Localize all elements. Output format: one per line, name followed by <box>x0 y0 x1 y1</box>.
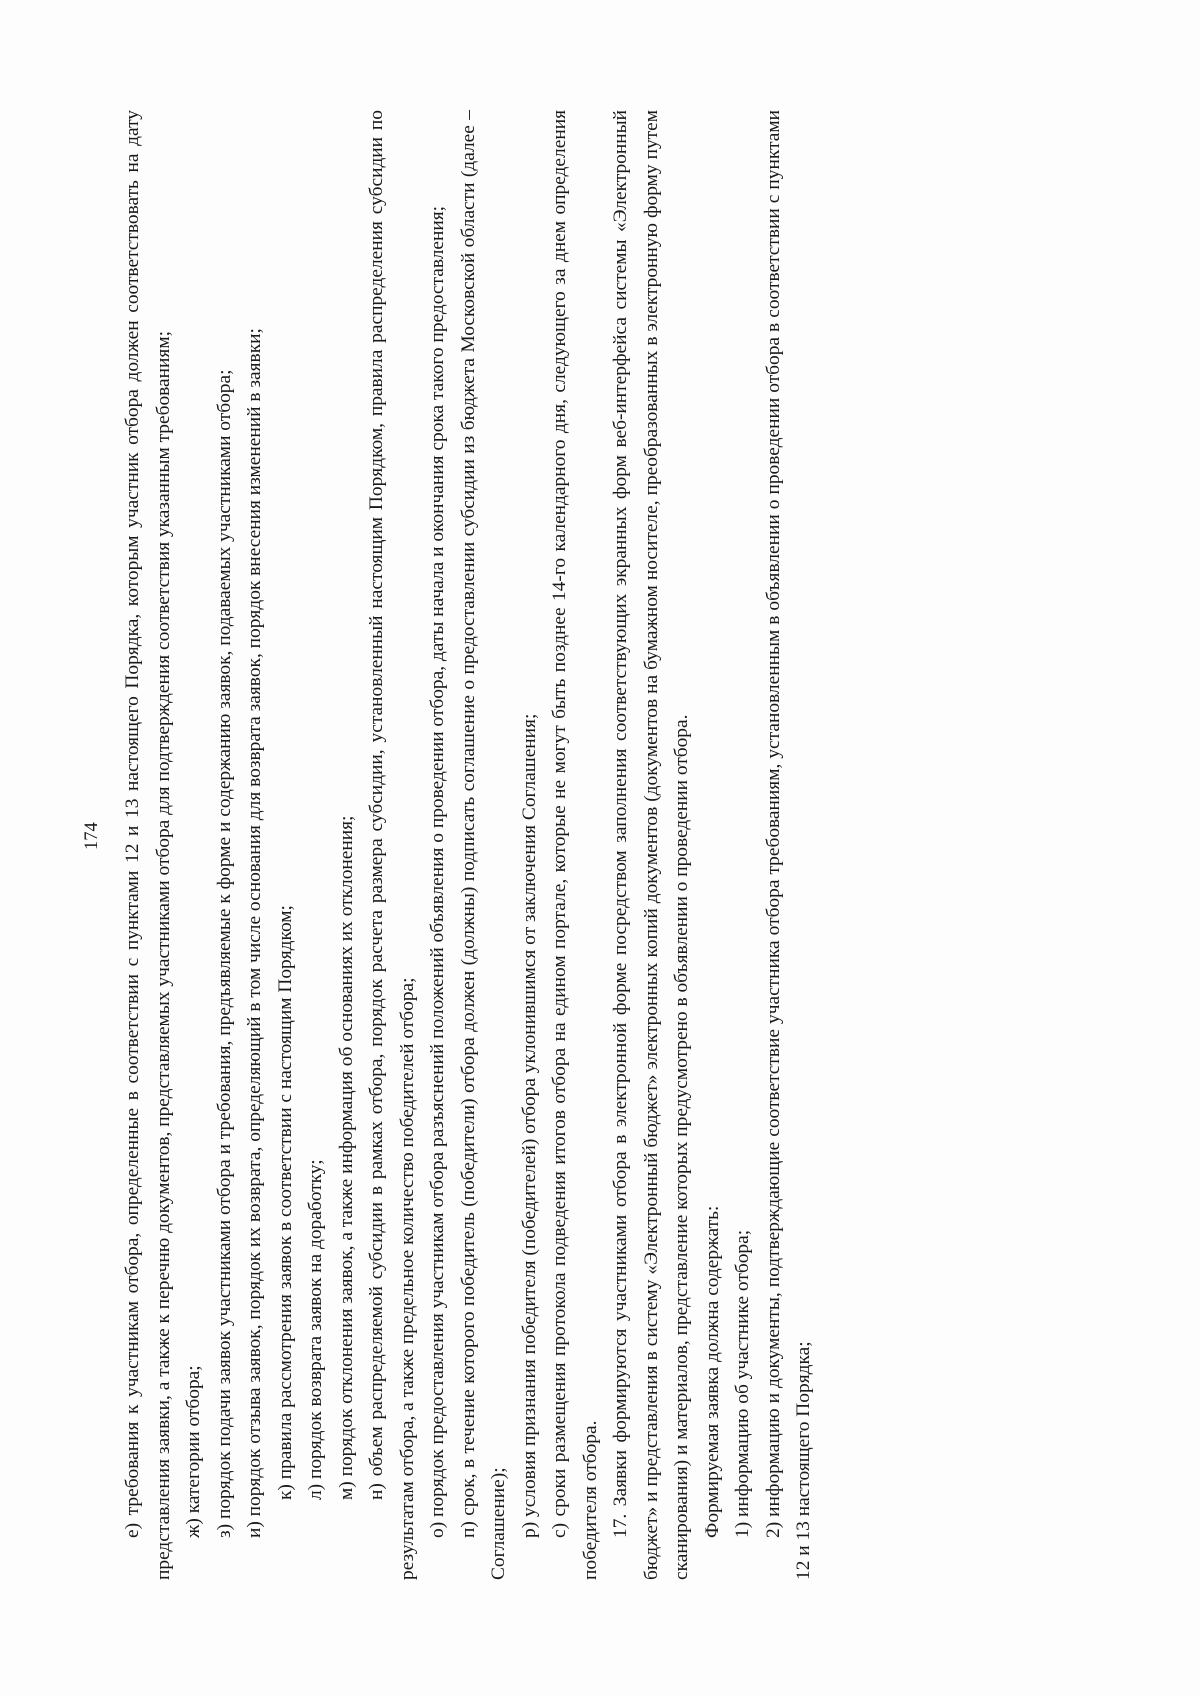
document-body <box>118 110 820 1580</box>
paragraph-zh-categories: ж) категории отбора; <box>183 1365 204 1538</box>
paragraph-application-contents: Формируемая заявка должна содержать: <box>701 1205 723 1538</box>
paragraph-i-withdrawal-order: и) порядок отзыва заявок, порядок их возврата, определяющий в том числе основания для возврата заявок, порядок внесения изменений в заявки; <box>244 328 265 1538</box>
paragraph-17-applications: 17. Заявки формируются участниками отбора в электронной форме посредством заполнения соответствующих экранных форм веб-интерфейса системы «Электронный бюджет» и представления в систему «Электронный бюджет» электронных копий документов (документов на бумажном носителе, преобразованных в электронную форму путем сканирования) и материалов, представление которых предусмотрено в объявлении о проведении отбора. <box>610 110 692 1580</box>
paragraph-2-compliance-docs: 2) информацию и документы, подтверждающие соответствие участника отбора требованиям, установленным в объявлении о проведении отбора в соответствии с пунктами 12 и 13 настоящего Порядка; <box>762 110 814 1580</box>
paragraph-r-evasion-conditions: р) условия признания победителя (победителей) отбора уклонившимся от заключения Соглашения; <box>518 713 540 1538</box>
paragraph-k-review-rules: к) правила рассмотрения заявок в соответствии с настоящим Порядком; <box>274 905 296 1500</box>
paragraph-z-submission-order: з) порядок подачи заявок участниками отбора и требования, предъявляемые к форме и содержанию заявок, подаваемых участниками отбора; <box>213 369 235 1538</box>
paragraph-n-subsidy-volume: н) объем распределяемой субсидии в рамках отбора, порядок расчета размера субсидии, установленный настоящим Порядком, правила распределения субсидии по результатам отбора, а также предельное количество победителей отбора; <box>366 110 418 1580</box>
paragraph-o-clarifications: о) порядок предоставления участникам отбора разъяснений положений объявления о проведении отбора, даты начала и окончания срока такого предоставления; <box>427 205 448 1538</box>
paragraph-s-protocol-terms: с) сроки размещения протокола подведения итогов отбора на едином портале, которые не могут быть позднее 14-го календарного дня, следующего за днем определения победителя отбора. <box>549 110 601 1580</box>
paragraph-1-participant-info: 1) информацию об участнике отбора; <box>732 1229 753 1538</box>
paragraph-m-rejection-order: м) порядок отклонения заявок, а также информация об основаниях их отклонения; <box>335 815 357 1500</box>
page-number: 174 <box>82 822 102 850</box>
paragraph-l-return-order: л) порядок возврата заявок на доработку; <box>305 1159 326 1500</box>
paragraph-e-requirements: е) требования к участникам отбора, определенные в соответствии с пунктами 12 и 13 настоящего Порядка, которым участник отбора должен соответствовать на дату представления заявки, а также к перечню документов, представляемых участниками отбора для подтверждения соответствия указанным требованиям; <box>122 110 174 1580</box>
paragraph-p-signing-term: п) срок, в течение которого победитель (победители) отбора должен (должны) подписать соглашение о предоставлении субсидии из бюджета Московской области (далее – Соглашение); <box>457 110 509 1580</box>
rotated-document-sheet <box>80 75 1040 1620</box>
